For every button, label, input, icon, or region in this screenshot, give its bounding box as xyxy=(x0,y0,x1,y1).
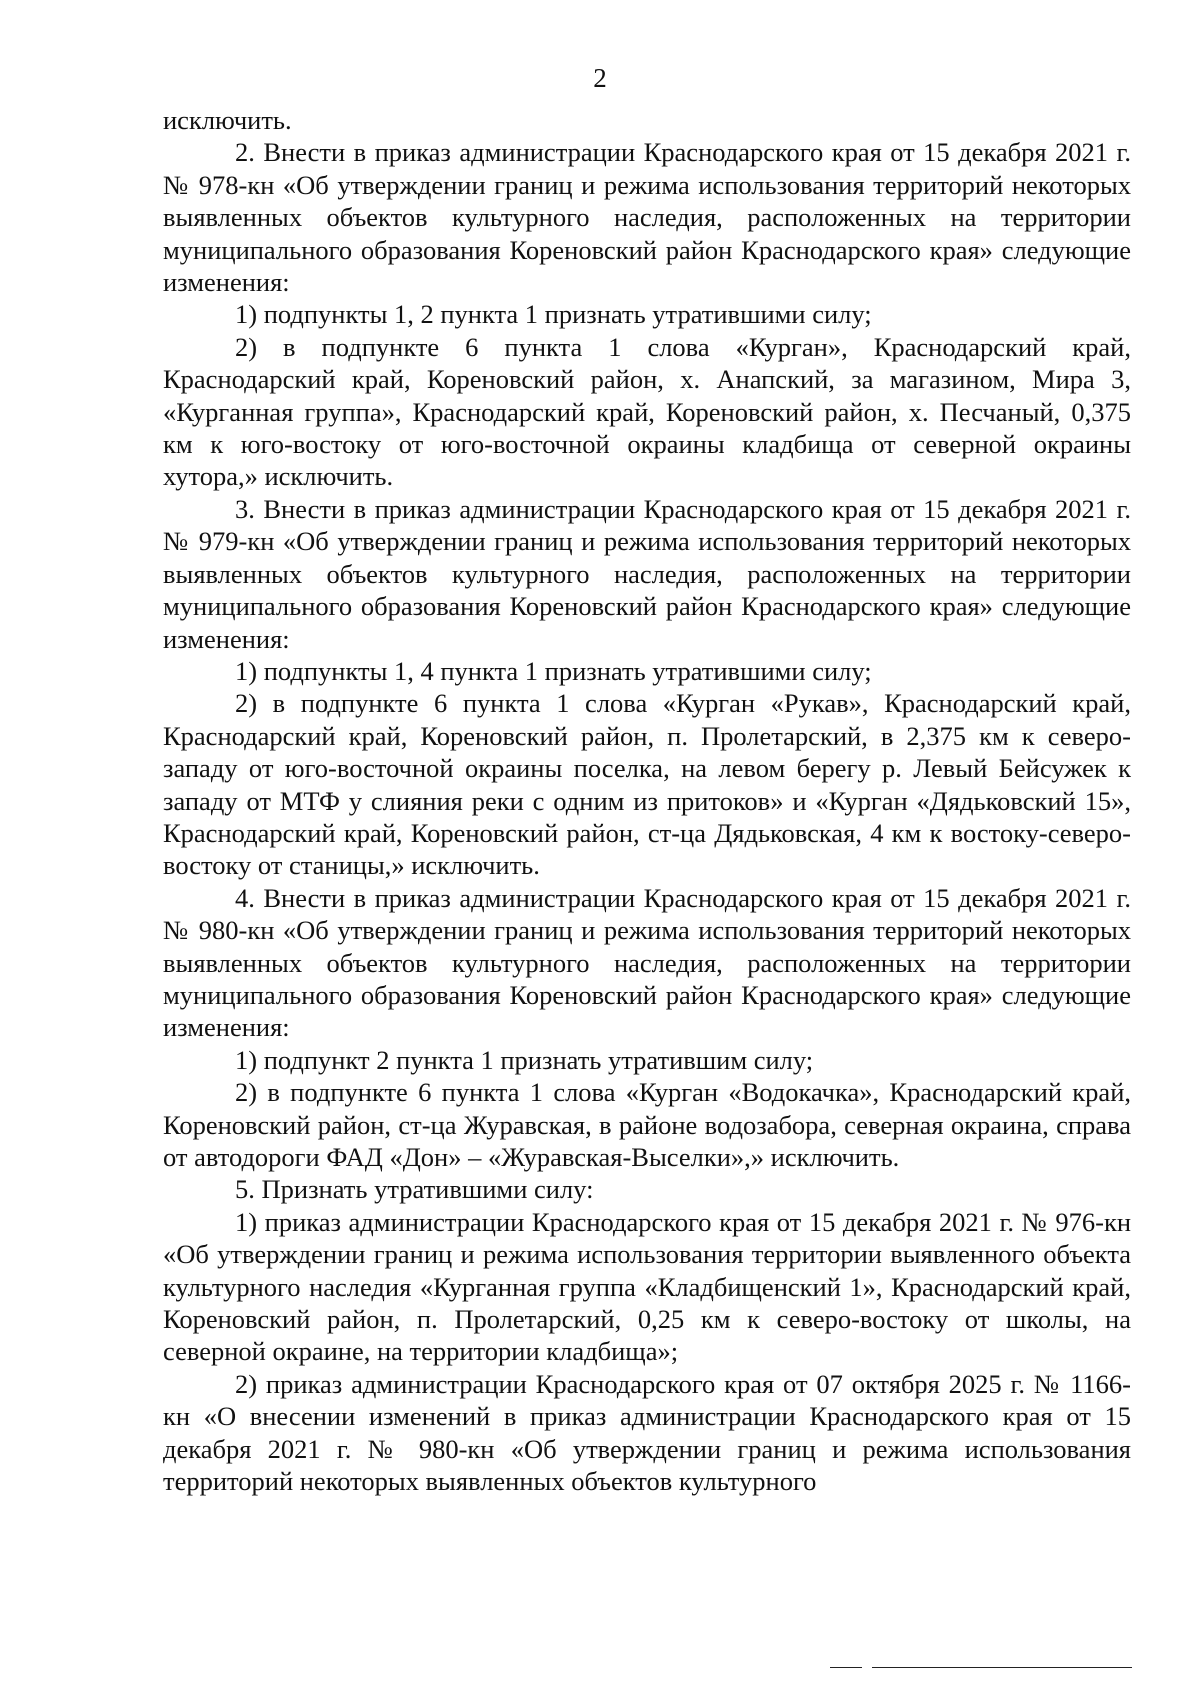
page-number: 2 xyxy=(593,63,607,93)
paragraph: 2) в подпункте 6 пункта 1 слова «Курган «Водокачка», Краснодарский край, Кореновский район, ст-ца Журавская, в районе водозабора, северная окраина, справа от автодороги ФАД «Дон» – «Журавская-Выселки»,» исключить. xyxy=(163,1077,1131,1172)
paragraph: 1) подпункты 1, 2 пункта 1 признать утратившими силу; xyxy=(235,299,872,330)
paragraph: 2. Внести в приказ администрации Краснодарского края от 15 декабря 2021 г. № 978-кн «Об утверждении границ и режима использования территорий некоторых выявленных объектов культурного наследия, расположенных на территории муниципального образования Кореновский район Краснодарского края» следующие изменения: xyxy=(163,137,1131,298)
paragraph: 5. Признать утратившими силу: xyxy=(235,1174,594,1205)
paragraph: 2) в подпункте 6 пункта 1 слова «Курган», Краснодарский край, Краснодарский край, Кореновский район, х. Анапский, за магазином, Мира 3, «Курганная группа», Краснодарский край, Кореновский район, х. Песчаный, 0,375 км к юго-востоку от юго-восточной окраины кладбища от северной окраины хутора,» исключить. xyxy=(163,331,1131,492)
paragraph: 1) приказ администрации Краснодарского края от 15 декабря 2021 г. № 976-кн «Об утверждении границ и режима использования территории выявленного объекта культурного наследия «Курганная группа «Кладбищенский 1», Краснодарский край, Кореновский район, п. Пролетарский, 0,25 км к северо-востоку от школы, на северной окраине, на территории кладбища»; xyxy=(163,1206,1131,1367)
paragraph: 2) в подпункте 6 пункта 1 слова «Курган «Рукав», Краснодарский край, Краснодарский край, Кореновский район, п. Пролетарский, в 2,375 км к северо-западу от юго-восточной окраины поселка, на левом берегу р. Левый Бейсужек к западу от МТФ у слияния реки с одним из притоков» и «Курган «Дядьковский 15», Краснодарский край, Кореновский район, ст-ца Дядьковская, 4 км к востоку-северо-востоку от станицы,» исключить. xyxy=(163,688,1131,881)
paragraph: 1) подпункт 2 пункта 1 признать утратившим силу; xyxy=(235,1044,814,1075)
paragraph: 3. Внести в приказ администрации Краснодарского края от 15 декабря 2021 г. № 979-кн «Об утверждении границ и режима использования территорий некоторых выявленных объектов культурного наследия, расположенных на территории муниципального образования Кореновский район Краснодарского края» следующие изменения: xyxy=(163,493,1131,654)
document-body xyxy=(163,104,1131,1497)
paragraph: 2) приказ администрации Краснодарского края от 07 октября 2025 г. № 1166-кн «О внесении изменений в приказ администрации Краснодарского края от 15 декабря 2021 г. № 980-кн «Об утверждении границ и режима использования территорий некоторых выявленных объектов культурного xyxy=(163,1368,1131,1497)
paragraph: исключить. xyxy=(163,105,292,135)
paragraph: 1) подпункты 1, 4 пункта 1 признать утратившими силу; xyxy=(235,655,872,686)
footer-rule-long xyxy=(872,1667,1132,1668)
paragraph: 4. Внести в приказ администрации Краснодарского края от 15 декабря 2021 г. № 980-кн «Об утверждении границ и режима использования территорий некоторых выявленных объектов культурного наследия, расположенных на территории муниципального образования Кореновский район Краснодарского края» следующие изменения: xyxy=(163,882,1131,1043)
footer-rule-short xyxy=(830,1667,862,1668)
